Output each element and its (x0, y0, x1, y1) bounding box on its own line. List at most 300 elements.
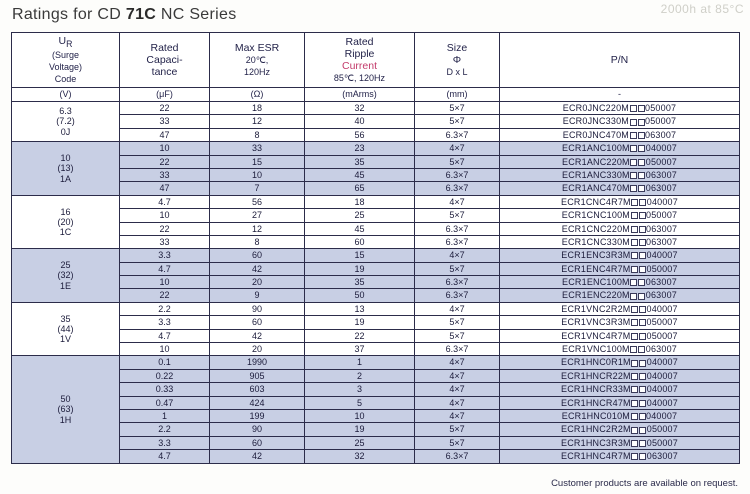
checkbox-placeholder-icon (639, 252, 646, 259)
size-cell: 6.3×7 (415, 276, 500, 289)
checkbox-placeholder-icon (631, 440, 638, 447)
part-number-prefix: ECR1VNC2R2M (561, 303, 631, 314)
checkbox-placeholder-icon (639, 427, 646, 434)
size-cell: 5×7 (415, 262, 500, 275)
checkbox-placeholder-icon (638, 346, 645, 353)
part-number-prefix: ECR1HNC0R1M (561, 357, 631, 368)
table-row (12, 316, 740, 329)
part-number-cell (500, 262, 740, 275)
capacitance-cell: 22 (120, 222, 210, 235)
page-title-suffix: NC Series (156, 6, 237, 23)
part-number-cell (500, 436, 740, 449)
checkbox-placeholder-icon (638, 279, 645, 286)
header-esr-l2: 20℃, (245, 54, 269, 65)
capacitance-cell: 4.7 (120, 450, 210, 463)
table-row (12, 329, 740, 342)
header-capacitance-l3: tance (151, 66, 178, 79)
ripple-current-cell: 19 (305, 262, 415, 275)
part-number-prefix: ECR1HNCR33M (561, 384, 631, 395)
checkbox-placeholder-icon (639, 360, 646, 367)
part-number-suffix: 063007 (645, 169, 677, 180)
part-number-suffix: 063007 (646, 236, 678, 247)
part-number-suffix: 050007 (645, 103, 677, 114)
table-row (12, 383, 740, 396)
part-number-cell (500, 182, 740, 195)
header-ripple-l3: Current (341, 60, 377, 72)
checkbox-placeholder-icon (639, 400, 646, 407)
table-row (12, 262, 740, 275)
part-number-prefix: ECR1CNC330M (561, 236, 630, 247)
header-voltage-l2: (Surge (51, 49, 79, 60)
size-cell: 5×7 (415, 209, 500, 222)
header-voltage-l1: U (58, 34, 67, 47)
part-number-prefix: ECR1HNCR22M (561, 370, 631, 381)
page-title-series: 71C (125, 6, 157, 23)
capacitance-cell: 22 (120, 102, 210, 115)
part-number-cell (500, 249, 740, 262)
checkbox-placeholder-icon (631, 400, 638, 407)
size-cell: 4×7 (415, 396, 500, 409)
table-row (12, 102, 740, 115)
part-number-prefix: ECR1ANC100M (562, 143, 630, 154)
esr-cell: 33 (210, 142, 305, 155)
header-ripple (305, 33, 415, 88)
size-cell: 6.3×7 (415, 343, 500, 356)
table-row (12, 276, 740, 289)
table-row (12, 155, 740, 168)
part-number-cell (500, 222, 740, 235)
voltage-code-cell (12, 356, 120, 463)
voltage-value: 35 (60, 313, 71, 324)
ratings-table (11, 32, 740, 464)
header-pn (500, 33, 740, 88)
part-number-suffix: 050007 (646, 263, 678, 274)
part-number-prefix: ECR1VNC4R7M (561, 330, 631, 341)
ripple-current-cell: 1 (305, 356, 415, 369)
part-number-cell (500, 369, 740, 382)
part-number-suffix: 063007 (646, 451, 678, 462)
esr-cell: 60 (210, 436, 305, 449)
size-cell: 5×7 (415, 102, 500, 115)
checkbox-placeholder-icon (639, 306, 646, 313)
checkbox-placeholder-icon (639, 373, 646, 380)
checkbox-placeholder-icon (630, 159, 637, 166)
checkbox-placeholder-icon (630, 346, 637, 353)
ripple-current-cell: 18 (305, 195, 415, 208)
capacitance-cell: 2.2 (120, 302, 210, 315)
unit-pn: - (500, 88, 740, 102)
checkbox-placeholder-icon (639, 453, 646, 460)
size-cell: 6.3×7 (415, 168, 500, 181)
checkbox-placeholder-icon (631, 386, 638, 393)
footnote: Customer products are available on request. (551, 478, 738, 489)
checkbox-placeholder-icon (630, 185, 637, 192)
size-cell: 4×7 (415, 369, 500, 382)
checkbox-placeholder-icon (639, 333, 646, 340)
ripple-current-cell: 13 (305, 302, 415, 315)
part-number-prefix: ECR1ENC3R3M (561, 250, 631, 261)
checkbox-placeholder-icon (631, 306, 638, 313)
capacitance-cell: 10 (120, 209, 210, 222)
size-cell: 4×7 (415, 195, 500, 208)
capacitance-cell: 10 (120, 142, 210, 155)
checkbox-placeholder-icon (631, 226, 638, 233)
checkbox-placeholder-icon (639, 440, 646, 447)
capacitance-cell: 47 (120, 128, 210, 141)
esr-cell: 60 (210, 249, 305, 262)
capacitance-cell: 0.1 (120, 356, 210, 369)
esr-cell: 1990 (210, 356, 305, 369)
part-number-prefix: ECR1VNC100M (562, 344, 630, 355)
table-row (12, 115, 740, 128)
voltage-code-value: 1H (59, 414, 72, 425)
unit-capacitance: (μF) (120, 88, 210, 102)
size-cell: 4×7 (415, 249, 500, 262)
ripple-current-cell: 50 (305, 289, 415, 302)
unit-voltage: (V) (12, 88, 120, 102)
header-size (415, 33, 500, 88)
checkbox-placeholder-icon (638, 172, 645, 179)
capacitance-cell: 33 (120, 168, 210, 181)
unit-size: (mm) (415, 88, 500, 102)
esr-cell: 20 (210, 276, 305, 289)
table-row (12, 343, 740, 356)
part-number-suffix: 050007 (646, 424, 678, 435)
page-title (12, 6, 237, 24)
size-cell: 6.3×7 (415, 289, 500, 302)
part-number-cell (500, 102, 740, 115)
table-row (12, 235, 740, 248)
part-number-cell (500, 115, 740, 128)
ripple-current-cell: 37 (305, 343, 415, 356)
part-number-suffix: 040007 (646, 303, 678, 314)
part-number-prefix: ECR1HNCR47M (561, 397, 631, 408)
checkbox-placeholder-icon (638, 132, 645, 139)
capacitance-cell: 47 (120, 182, 210, 195)
size-cell: 5×7 (415, 155, 500, 168)
surge-voltage-value: (7.2) (56, 116, 75, 127)
ripple-current-cell: 56 (305, 128, 415, 141)
capacitance-cell: 22 (120, 289, 210, 302)
voltage-code-value: 0J (60, 126, 71, 137)
size-cell: 5×7 (415, 115, 500, 128)
voltage-code-cell (12, 195, 120, 249)
ripple-current-cell: 25 (305, 436, 415, 449)
part-number-suffix: 050007 (645, 156, 677, 167)
checkbox-placeholder-icon (630, 145, 637, 152)
ripple-current-cell: 60 (305, 235, 415, 248)
size-cell: 6.3×7 (415, 128, 500, 141)
part-number-suffix: 063007 (646, 223, 678, 234)
table-row (12, 396, 740, 409)
capacitance-cell: 3.3 (120, 436, 210, 449)
voltage-code-value: 1E (59, 280, 71, 291)
part-number-cell (500, 168, 740, 181)
esr-cell: 15 (210, 155, 305, 168)
part-number-prefix: ECR1VNC3R3M (561, 317, 631, 328)
ripple-current-cell: 23 (305, 142, 415, 155)
ripple-current-cell: 65 (305, 182, 415, 195)
part-number-suffix: 040007 (646, 250, 678, 261)
part-number-cell (500, 423, 740, 436)
checkbox-placeholder-icon (638, 293, 645, 300)
esr-cell: 12 (210, 115, 305, 128)
checkbox-placeholder-icon (638, 119, 645, 126)
size-cell: 5×7 (415, 329, 500, 342)
size-cell: 4×7 (415, 142, 500, 155)
table-row (12, 128, 740, 141)
part-number-cell (500, 383, 740, 396)
checkbox-placeholder-icon (630, 279, 637, 286)
esr-cell: 42 (210, 262, 305, 275)
capacitance-cell: 33 (120, 235, 210, 248)
part-number-prefix: ECR1ANC220M (562, 156, 630, 167)
ripple-current-cell: 32 (305, 102, 415, 115)
table-row (12, 209, 740, 222)
table-row (12, 423, 740, 436)
voltage-code-cell (12, 102, 120, 142)
ripple-current-cell: 35 (305, 155, 415, 168)
capacitance-cell: 1 (120, 409, 210, 422)
part-number-cell (500, 209, 740, 222)
part-number-suffix: 063007 (645, 129, 677, 140)
surge-voltage-value: (20) (57, 216, 74, 227)
size-cell: 4×7 (415, 302, 500, 315)
part-number-prefix: ECR1ANC330M (562, 169, 630, 180)
table-header (12, 33, 740, 102)
part-number-cell (500, 356, 740, 369)
table-row (12, 356, 740, 369)
capacitance-cell: 0.22 (120, 369, 210, 382)
table-row (12, 142, 740, 155)
ripple-current-cell: 10 (305, 409, 415, 422)
part-number-prefix: ECR1ANC470M (562, 183, 630, 194)
table-row (12, 195, 740, 208)
surge-voltage-value: (44) (57, 323, 74, 334)
ripple-current-cell: 19 (305, 316, 415, 329)
header-capacitance (120, 33, 210, 88)
part-number-suffix: 063007 (645, 277, 677, 288)
ripple-current-cell: 25 (305, 209, 415, 222)
checkbox-placeholder-icon (638, 185, 645, 192)
header-row (12, 33, 740, 88)
checkbox-placeholder-icon (630, 132, 637, 139)
part-number-prefix: ECR1HNC010M (561, 411, 630, 421)
table-row (12, 409, 740, 422)
voltage-code-value: 1C (59, 227, 72, 238)
esr-cell: 56 (210, 195, 305, 208)
part-number-suffix: 040007 (646, 397, 678, 408)
size-cell: 4×7 (415, 383, 500, 396)
part-number-prefix: ECR1HNC4R7M (561, 451, 631, 462)
part-number-cell (500, 128, 740, 141)
checkbox-placeholder-icon (639, 199, 646, 206)
esr-cell: 42 (210, 329, 305, 342)
part-number-suffix: 050007 (646, 330, 678, 341)
ripple-current-cell: 5 (305, 396, 415, 409)
checkbox-placeholder-icon (639, 386, 646, 393)
capacitance-cell: 10 (120, 276, 210, 289)
voltage-code-value: 1V (59, 334, 71, 345)
esr-cell: 27 (210, 209, 305, 222)
part-number-suffix: 050007 (646, 437, 678, 448)
surge-voltage-value: (13) (57, 163, 74, 174)
part-number-cell (500, 316, 740, 329)
capacitance-cell: 22 (120, 155, 210, 168)
table-row (12, 369, 740, 382)
part-number-cell (500, 450, 740, 463)
table-row (12, 436, 740, 449)
table-body (12, 102, 740, 464)
table-row (12, 222, 740, 235)
size-cell: 6.3×7 (415, 222, 500, 235)
checkbox-placeholder-icon (638, 105, 645, 112)
checkbox-placeholder-icon (630, 172, 637, 179)
ripple-current-cell: 40 (305, 115, 415, 128)
part-number-prefix: ECR1CNC220M (561, 223, 630, 234)
header-esr (210, 33, 305, 88)
esr-cell: 7 (210, 182, 305, 195)
part-number-suffix: 050007 (645, 116, 677, 127)
esr-cell: 60 (210, 316, 305, 329)
voltage-code-cell (12, 249, 120, 303)
ripple-current-cell: 32 (305, 450, 415, 463)
checkbox-placeholder-icon (639, 266, 646, 273)
part-number-suffix: 050007 (646, 210, 678, 221)
size-cell: 5×7 (415, 436, 500, 449)
part-number-prefix: ECR0JNC470M (562, 129, 629, 140)
part-number-cell (500, 409, 740, 422)
table-row (12, 302, 740, 315)
part-number-cell (500, 235, 740, 248)
ripple-current-cell: 22 (305, 329, 415, 342)
part-number-cell (500, 276, 740, 289)
checkbox-placeholder-icon (631, 333, 638, 340)
checkbox-placeholder-icon (631, 266, 638, 273)
unit-ripple: (mArms) (305, 88, 415, 102)
part-number-cell (500, 396, 740, 409)
part-number-suffix: 040007 (646, 196, 678, 207)
header-capacitance-l2: Capaci- (146, 53, 183, 66)
header-voltage-l3: Voltage) (48, 62, 83, 73)
capacitance-cell: 2.2 (120, 423, 210, 436)
header-voltage (12, 33, 120, 88)
part-number-cell (500, 155, 740, 168)
ripple-current-cell: 19 (305, 423, 415, 436)
checkbox-placeholder-icon (631, 453, 638, 460)
part-number-suffix: 040007 (646, 357, 678, 368)
part-number-suffix: 040007 (646, 411, 678, 421)
header-voltage-l4: Code (54, 74, 77, 85)
header-size-l1: Size (446, 41, 468, 54)
capacitance-cell: 0.47 (120, 396, 210, 409)
part-number-prefix: ECR1ENC4R7M (561, 263, 631, 274)
checkbox-placeholder-icon (631, 199, 638, 206)
esr-cell: 8 (210, 128, 305, 141)
checkbox-placeholder-icon (630, 119, 637, 126)
checkbox-placeholder-icon (639, 226, 646, 233)
part-number-prefix: ECR1ENC220M (562, 290, 630, 301)
part-number-prefix: ECR1HNC3R3M (561, 437, 631, 448)
capacitance-cell: 4.7 (120, 329, 210, 342)
surge-voltage-value: (32) (57, 270, 74, 281)
esr-cell: 10 (210, 168, 305, 181)
ghost-watermark-top: 2000h at 85°C (660, 2, 744, 16)
esr-cell: 42 (210, 450, 305, 463)
voltage-code-value: 1A (59, 173, 71, 184)
header-ripple-l1: Rated (345, 35, 374, 48)
header-esr-l1: Max ESR (234, 41, 280, 54)
header-size-l3: D x L (446, 67, 468, 78)
esr-cell: 18 (210, 102, 305, 115)
checkbox-placeholder-icon (631, 427, 638, 434)
part-number-suffix: 040007 (646, 384, 678, 395)
header-ripple-l2: Ripple (344, 47, 375, 60)
part-number-suffix: 063007 (645, 290, 677, 301)
checkbox-placeholder-icon (631, 373, 638, 380)
size-cell: 6.3×7 (415, 235, 500, 248)
checkbox-placeholder-icon (630, 293, 637, 300)
esr-cell: 424 (210, 396, 305, 409)
header-voltage-sub: R (66, 38, 73, 49)
size-cell: 6.3×7 (415, 450, 500, 463)
checkbox-placeholder-icon (631, 252, 638, 259)
capacitance-cell: 4.7 (120, 195, 210, 208)
checkbox-placeholder-icon (638, 159, 645, 166)
voltage-value: 50 (60, 393, 71, 404)
esr-cell: 905 (210, 369, 305, 382)
size-cell: 6.3×7 (415, 182, 500, 195)
part-number-prefix: ECR1HNC2R2M (561, 424, 631, 435)
part-number-suffix: 040007 (645, 143, 677, 154)
esr-cell: 12 (210, 222, 305, 235)
size-cell: 5×7 (415, 423, 500, 436)
ripple-current-cell: 45 (305, 222, 415, 235)
table-row (12, 168, 740, 181)
size-cell: 4×7 (415, 356, 500, 369)
checkbox-placeholder-icon (631, 360, 638, 367)
esr-cell: 199 (210, 409, 305, 422)
capacitance-cell: 10 (120, 343, 210, 356)
part-number-cell (500, 289, 740, 302)
part-number-suffix: 040007 (646, 370, 678, 381)
part-number-cell (500, 343, 740, 356)
unit-esr: (Ω) (210, 88, 305, 102)
voltage-code-cell (12, 142, 120, 196)
checkbox-placeholder-icon (631, 239, 638, 246)
part-number-prefix: ECR0JNC220M (562, 103, 629, 114)
checkbox-placeholder-icon (639, 239, 646, 246)
capacitance-cell: 0.33 (120, 383, 210, 396)
part-number-cell (500, 195, 740, 208)
checkbox-placeholder-icon (639, 413, 646, 420)
part-number-suffix: 063007 (645, 344, 677, 355)
part-number-prefix: ECR1CNC100M (561, 210, 630, 221)
esr-cell: 90 (210, 302, 305, 315)
part-number-prefix: ECR0JNC330M (562, 116, 629, 127)
capacitance-cell: 3.3 (120, 316, 210, 329)
table-row (12, 182, 740, 195)
esr-cell: 603 (210, 383, 305, 396)
capacitance-cell: 3.3 (120, 249, 210, 262)
checkbox-placeholder-icon (631, 413, 638, 420)
part-number-cell (500, 329, 740, 342)
checkbox-placeholder-icon (630, 105, 637, 112)
part-number-cell (500, 302, 740, 315)
esr-cell: 8 (210, 235, 305, 248)
checkbox-placeholder-icon (631, 212, 638, 219)
header-ripple-l4: 85℃, 120Hz (333, 73, 386, 84)
